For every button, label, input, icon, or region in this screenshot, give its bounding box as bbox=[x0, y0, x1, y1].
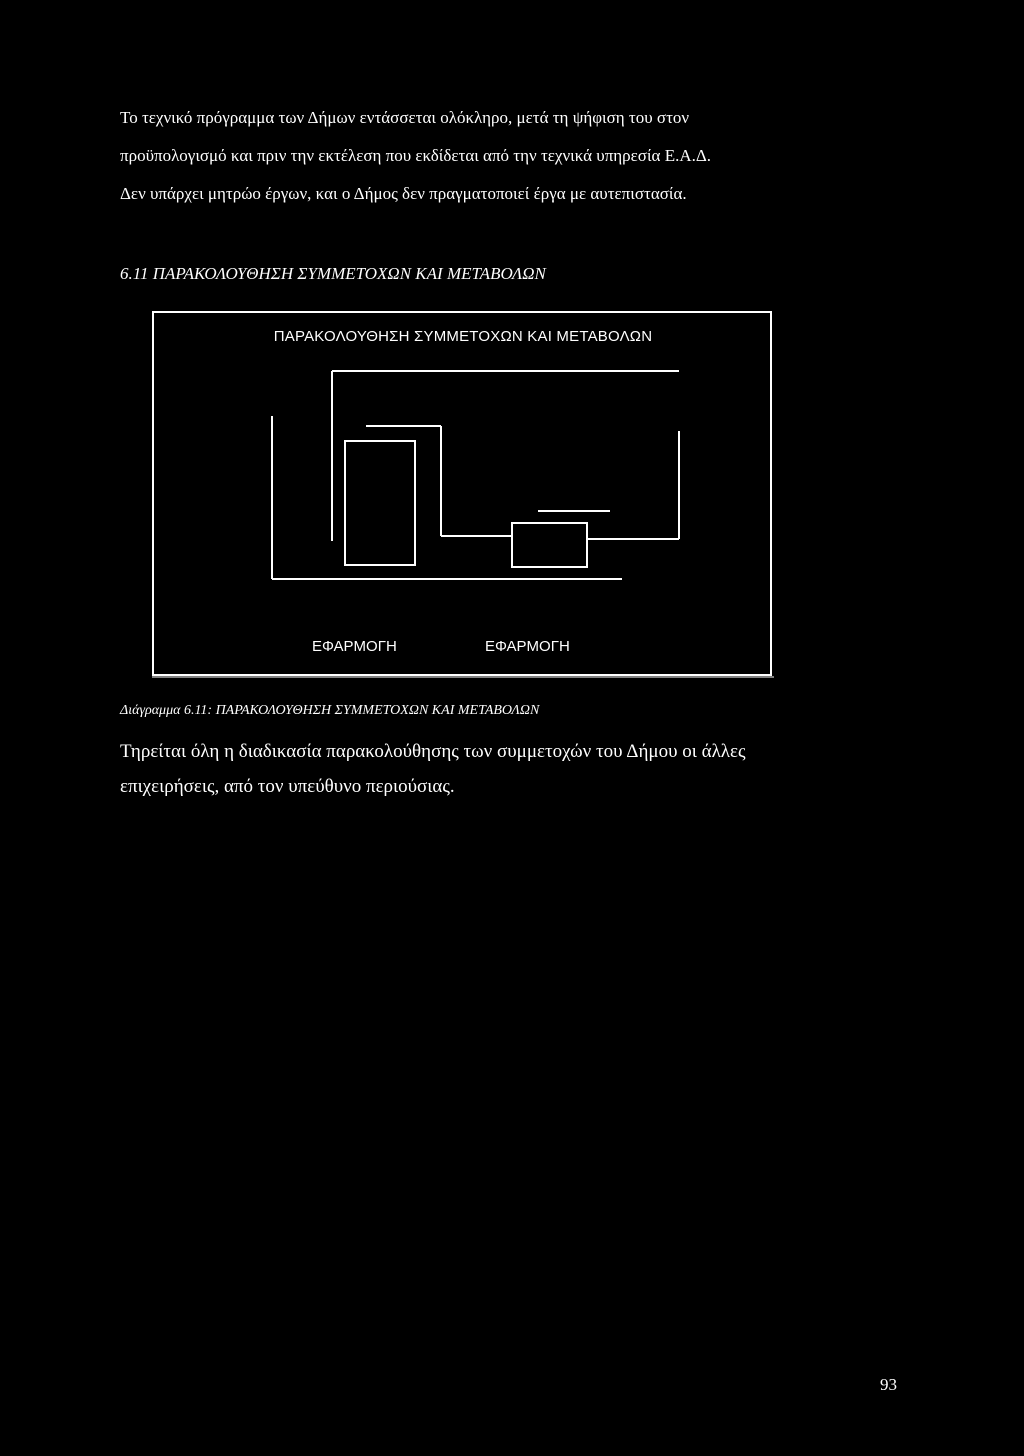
intro-line-2: προϋπολογισμό και πριν την εκτέλεση που εκδίδεται από την τεχνικά υπηρεσία Ε.Α.Δ. bbox=[120, 146, 712, 165]
flow-diagram bbox=[152, 311, 774, 679]
intro-line-1: Το τεχνικό πρόγραμμα των Δήμων εντάσσεται ολόκληρο, μετά τη ψήφιση του στον bbox=[120, 108, 690, 127]
closing-line-2: επιχειρήσεις, από τον υπεύθυνο περιούσιας. bbox=[120, 776, 455, 797]
diagram-lines bbox=[152, 311, 774, 679]
diagram-title: ΠΑΡΑΚΟΛΟΥΘΗΣΗ ΣΥΜΜΕΤΟΧΩΝ ΚΑΙ ΜΕΤΑΒΟΛΩΝ bbox=[273, 328, 653, 345]
section-heading: 6.11 ΠΑΡΑΚΟΛΟΥΘΗΣΗ ΣΥΜΜΕΤΟΧΩΝ ΚΑΙ ΜΕΤΑΒΟΛΩΝ bbox=[120, 264, 546, 283]
intro-line-3: Δεν υπάρχει μητρώο έργων, και ο Δήμος δεν πραγματοποιεί έργα με αυτεπιστασία. bbox=[120, 184, 687, 203]
closing-line-1: Τηρείται όλη η διαδικασία παρακολούθησης των συμμετοχών του Δήμου οι άλλες bbox=[120, 741, 746, 762]
application-label-right: ΕΦΑΡΜΟΓΗ bbox=[485, 638, 570, 655]
diagram-caption: Διάγραμμα 6.11: ΠΑΡΑΚΟΛΟΥΘΗΣΗ ΣΥΜΜΕΤΟΧΩΝ ΚΑΙ ΜΕΤΑΒΟΛΩΝ bbox=[120, 703, 540, 718]
page-number: 93 bbox=[880, 1375, 897, 1394]
left-box bbox=[345, 441, 415, 565]
right-box bbox=[512, 523, 587, 567]
application-label-left: ΕΦΑΡΜΟΓΗ bbox=[312, 638, 397, 655]
